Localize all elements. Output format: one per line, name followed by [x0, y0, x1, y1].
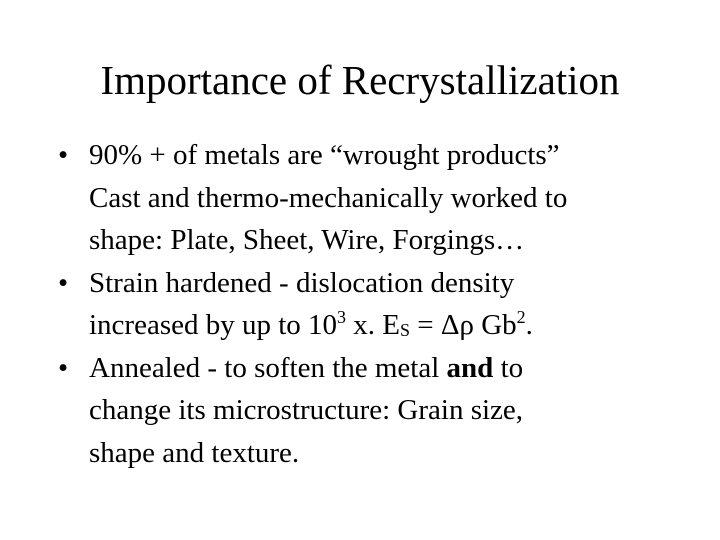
- bullet-text-line: 90% + of metals are “wrought products”: [89, 139, 560, 171]
- text-segment: = Δρ Gb: [410, 309, 517, 341]
- bullet-text-line: Strain hardened - dislocation density: [89, 266, 515, 299]
- bullet-dot: •: [58, 351, 69, 384]
- subscript: S: [400, 319, 410, 340]
- text-segment: increased by up to 10: [89, 309, 338, 341]
- text-segment: .: [525, 309, 533, 341]
- bullet-wrought-products: [58, 134, 708, 262]
- bold-text: and: [446, 351, 494, 384]
- bullet-dot: •: [58, 139, 69, 171]
- bullet-text-line: shape: Plate, Sheet, Wire, Forgings…: [89, 224, 525, 256]
- bullet-list: [58, 134, 708, 474]
- superscript: 2: [516, 307, 526, 328]
- text-segment: Annealed - to soften the metal: [89, 351, 447, 384]
- bullet-text-line: shape and texture.: [89, 436, 300, 469]
- bullet-text-line: Cast and thermo-mechanically worked to: [89, 181, 568, 214]
- text-segment: x. E: [346, 309, 400, 341]
- bullet-strain-hardened: [58, 262, 708, 347]
- bullet-text-line: change its microstructure: Grain size,: [89, 394, 524, 426]
- bullet-dot: •: [58, 266, 69, 299]
- bullet-equation-line: [89, 304, 708, 347]
- superscript: 3: [337, 307, 347, 328]
- text-segment: to: [493, 351, 524, 384]
- bullet-annealed: [58, 347, 708, 475]
- bullet-text-line: [89, 347, 708, 390]
- slide-title: Importance of Recrystallization: [100, 57, 620, 103]
